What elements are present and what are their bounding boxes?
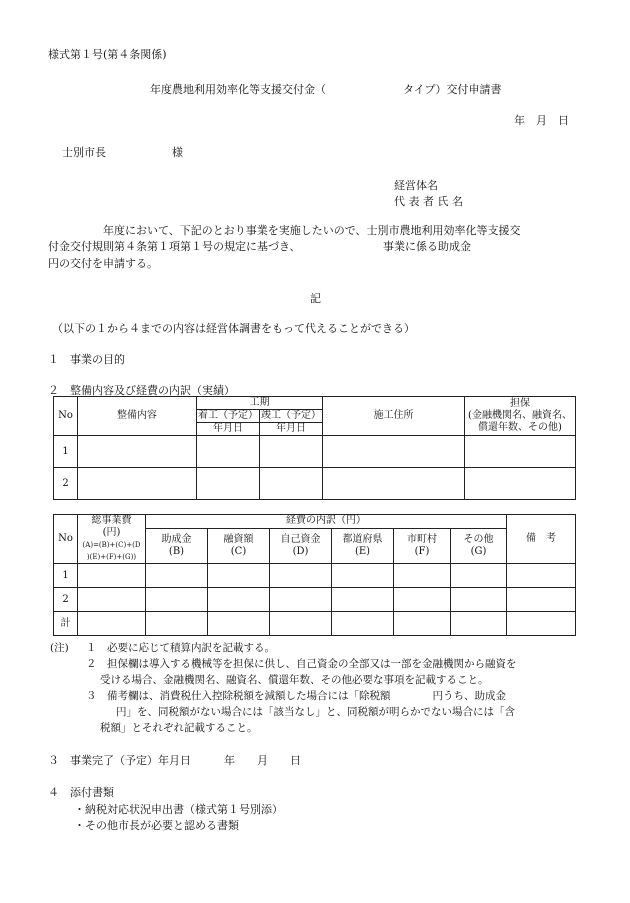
content-cell[interactable] <box>78 436 197 468</box>
ki-heading: 記 <box>310 292 321 305</box>
collateral-sub-1: (金融機関名、融資名、 <box>468 410 572 421</box>
prefecture-cell[interactable] <box>332 588 394 612</box>
note-2a: ２ 担保欄は導入する機械等を担保に供し、自己資金の全部又は一部を金融機関から融資を <box>86 658 517 670</box>
note-1: １ 必要に応じて積算内訳を記載する。 <box>86 642 275 654</box>
col-breakdown: 経費の内訳（円） <box>146 515 507 529</box>
finish-cell[interactable] <box>260 468 323 500</box>
form-number: 様式第１号(第４条関係) <box>48 48 167 61</box>
col-no: No <box>54 397 78 436</box>
applicant-representative: 代 表 者 氏 名 <box>394 195 463 208</box>
subsidy-cell[interactable] <box>146 588 208 612</box>
address-cell[interactable] <box>323 436 465 468</box>
note-3b: 円」を、同税額がない場合には「該当なし」と、同税額が明らかでない場合には「含 <box>116 706 515 718</box>
collateral-sub-2: 償還年数、その他) <box>478 422 562 433</box>
table-row <box>54 468 576 500</box>
document-title: 年度農地利用効率化等支援交付金（ タイプ）交付申請書 <box>150 83 502 96</box>
section-2-heading: ２ 整備内容及び経費の内訳（実績） <box>48 384 235 397</box>
own-funds-cell[interactable] <box>270 588 332 612</box>
collateral-cell[interactable] <box>465 436 576 468</box>
loan-cell[interactable] <box>208 588 270 612</box>
col-period: 工期 <box>197 397 323 410</box>
row-total-label: 計 <box>54 612 78 636</box>
note-2b: 受ける場合、金融機関名、融資名、償還年数、その他必要な事項を記載すること。 <box>100 674 489 686</box>
note-3c: 税額」とそれぞれ記載すること。 <box>100 722 258 734</box>
total-label: 総事業費 <box>91 515 132 526</box>
body-line-2: 付金交付規則第４条第１項第１号の規定に基づき、 事業に係る助成金 <box>48 240 472 253</box>
subsidy-cell[interactable] <box>146 612 208 636</box>
col-other: その他 (G) <box>451 528 507 563</box>
total-cell[interactable] <box>78 588 146 612</box>
col-collateral <box>465 397 576 436</box>
col-prefecture: 都道府県 (E) <box>332 528 394 563</box>
col-address: 施工住所 <box>323 397 465 436</box>
addressee-honorific: 様 <box>172 146 183 159</box>
expense-table <box>53 514 576 636</box>
col-subsidy: 助成金 (B) <box>146 528 208 563</box>
loan-cell[interactable] <box>208 564 270 588</box>
col-finish-sub: 年月日 <box>260 423 323 436</box>
date-line: 年 月 日 <box>514 114 569 127</box>
total-unit: (円) <box>102 527 121 538</box>
total-cell[interactable] <box>78 612 146 636</box>
other-cell[interactable] <box>451 588 507 612</box>
col-loan: 融資額 (C) <box>208 528 270 563</box>
finish-cell[interactable] <box>260 436 323 468</box>
works-table <box>53 396 576 500</box>
substitute-note: （以下の１から４までの内容は経営体調書をもって代えることができる） <box>52 322 415 335</box>
col-no: No <box>54 515 78 564</box>
applicant-entity: 経営体名 <box>394 179 438 192</box>
col-start: 着工（予定） <box>198 410 258 421</box>
attachment-item: ・その他市長が必要と認める書類 <box>74 819 239 832</box>
collateral-label: 担保 <box>510 398 530 409</box>
col-total <box>78 515 146 564</box>
total-formula-1: (A)=(B)+(C)+(D <box>82 541 141 549</box>
body-line-1: 年度において、下記のとおり事業を実施したいので、士別市農地利用効率化等支援交 <box>103 224 521 237</box>
content-cell[interactable] <box>78 468 197 500</box>
other-cell[interactable] <box>451 612 507 636</box>
section-3-heading: ３ 事業完了（予定）年月日 年 月 日 <box>48 754 301 767</box>
remarks-cell[interactable] <box>507 564 576 588</box>
row-no: 2 <box>54 588 78 612</box>
table-row <box>54 612 576 636</box>
table-row <box>54 436 576 468</box>
start-cell[interactable] <box>197 436 260 468</box>
address-cell[interactable] <box>323 468 465 500</box>
row-no: 2 <box>54 468 78 500</box>
section-1-heading: １ 事業の目的 <box>48 353 125 366</box>
prefecture-cell[interactable] <box>332 564 394 588</box>
table-row <box>54 588 576 612</box>
own-funds-cell[interactable] <box>270 564 332 588</box>
col-own-funds: 自己資金 (D) <box>270 528 332 563</box>
addressee: 士別市長 <box>62 146 106 159</box>
row-no: 1 <box>54 436 78 468</box>
start-cell[interactable] <box>197 468 260 500</box>
body-line-3: 円の交付を申請する。 <box>48 257 158 270</box>
remarks-cell[interactable] <box>507 612 576 636</box>
other-cell[interactable] <box>451 564 507 588</box>
municipality-cell[interactable] <box>394 588 451 612</box>
total-formula-2: )(E)+(F)+(G)) <box>86 553 137 561</box>
section-4-heading: ４ 添付書類 <box>48 786 114 799</box>
remarks-cell[interactable] <box>507 588 576 612</box>
subsidy-cell[interactable] <box>146 564 208 588</box>
col-municipality: 市町村 (F) <box>394 528 451 563</box>
collateral-cell[interactable] <box>465 468 576 500</box>
loan-cell[interactable] <box>208 612 270 636</box>
col-start-sub: 年月日 <box>197 423 260 436</box>
col-remarks: 備 考 <box>507 515 576 564</box>
attachment-item: ・納税対応状況申出書（様式第１号別添） <box>74 803 283 816</box>
col-content: 整備内容 <box>78 397 197 436</box>
note-3a: ３ 備考欄は、消費税仕入控除税額を減額した場合には「除税額 円うち、助成金 <box>86 690 506 702</box>
prefecture-cell[interactable] <box>332 612 394 636</box>
municipality-cell[interactable] <box>394 612 451 636</box>
table-row <box>54 564 576 588</box>
own-funds-cell[interactable] <box>270 612 332 636</box>
col-finish: 竣工（予定） <box>261 410 321 421</box>
total-cell[interactable] <box>78 564 146 588</box>
row-no: 1 <box>54 564 78 588</box>
municipality-cell[interactable] <box>394 564 451 588</box>
notes-head: (注) <box>50 642 69 654</box>
